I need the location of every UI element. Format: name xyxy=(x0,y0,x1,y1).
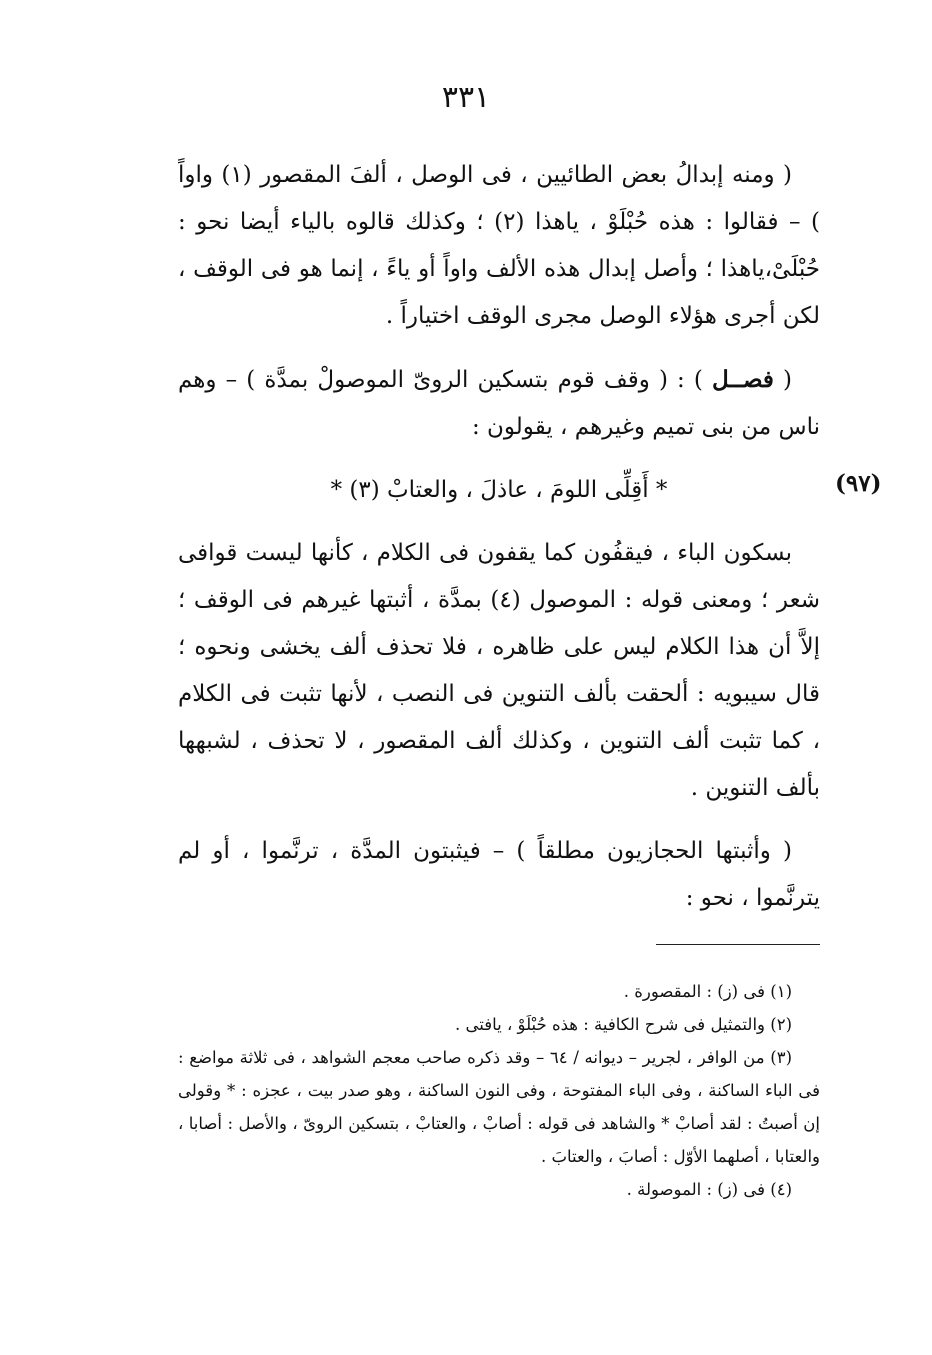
verse-line: * أَقِلِّى اللومَ ، عاذلَ ، والعتابْ (٣) * xyxy=(330,477,668,503)
paragraph: ( وأثبتها الحجازيون مطلقاً ) – فيثبتون المدَّة ، ترنَّموا ، أو لم يترنَّموا ، نحو : xyxy=(178,838,820,911)
footnote: (٣) من الوافر ، لجرير – ديوانه / ٦٤ – وقد ذكره صاحب معجم الشواهد ، فى ثلاثة مواضع : فى الباء الساكنة ، وفى الباء المفتوحة ، وفى النون الساكنة ، وهو صدر بيت ، عجزه : * وقولى إن أصبتُ : لقد أصابْ * والشاهد فى قوله : أصابْ ، والعتابْ ، بتسكين الروىّ ، والأصل : أصابا ، والعتابا ، أصلهما الأوّل : أصابَ ، والعتابَ . xyxy=(178,1048,820,1166)
main-text xyxy=(178,152,820,938)
footnote: (٤) فى (ز) : الموصولة . xyxy=(626,1180,792,1199)
verse-number: (٩٧) xyxy=(835,470,882,497)
section-paragraph: ( فصــل ) : ( وقف قوم بتسكين الروىّ الموصولْ بمدَّة ) – وهم ناس من بنى تميم وغيرهم ، يقولون : xyxy=(178,366,820,440)
section-heading: فصــل xyxy=(712,366,774,393)
page-number: ٣٣١ xyxy=(441,80,491,115)
footnote-divider xyxy=(656,944,820,945)
footnotes xyxy=(178,975,820,1206)
footnote: (١) فى (ز) : المقصورة . xyxy=(623,982,792,1001)
paragraph: بسكون الباء ، فيقفُون كما يقفون فى الكلام ، كأنها ليست قوافى شعر ؛ ومعنى قوله : الموصول (٤) بمدَّة ، أثبتها غيرهم فى الوقف ؛ إلاَّ أن هذا الكلام ليس على ظاهره ، فلا تحذف ألف يخشى ونحوه ؛ قال سيبويه : ألحقت بألف التنوين فى النصب ، لأنها تثبت فى الكلام ، كما تثبت ألف التنوين ، وكذلك ألف المقصور ، لا تحذف ، لشبهها بألف التنوين . xyxy=(178,540,820,801)
section-text: ) : ( وقف قوم بتسكين الروىّ الموصولْ بمدَّة ) – وهم ناس من بنى تميم وغيرهم ، يقولون : xyxy=(178,367,820,440)
footnote: (٢) والتمثيل فى شرح الكافية : هذه حُبْلَوْ ، يافتى . xyxy=(455,1015,792,1034)
paragraph: ( ومنه إبدالُ بعض الطائيين ، فى الوصل ، ألفَ المقصور (١) واواً ) – فقالوا : هذه حُبْلَوْ ، ياهذا (٢) ؛ وكذلك قالوه بالياء أيضا نحو : حُبْلَىْ،ياهذا ؛ وأصل إبدال هذه الألف واواً أو ياءً ، إنما هو فى الوقف ، لكن أجرى هؤلاء الوصل مجرى الوقف اختياراً . xyxy=(178,162,820,329)
